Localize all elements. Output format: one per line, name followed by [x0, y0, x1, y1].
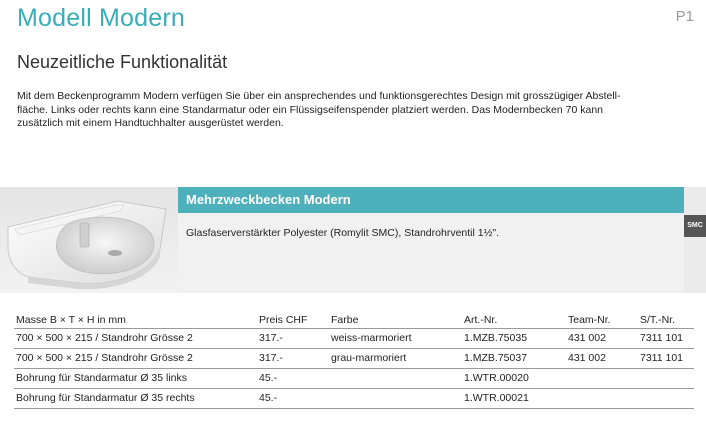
intro-line: Mit dem Beckenprogramm Modern verfügen Sie über ein ansprechendes und funktionsgerechtes Design mit grosszügiger Abstell- — [17, 90, 621, 102]
cell-farbe — [329, 368, 462, 388]
table-header-row — [14, 312, 694, 328]
page-subtitle: Neuzeitliche Funktionalität — [17, 52, 228, 72]
intro-text — [17, 90, 689, 131]
smc-badge: SMC — [684, 215, 706, 237]
spec-table — [14, 312, 694, 409]
cell-st-nr — [638, 368, 694, 388]
header-st-nr: S/T.-Nr. — [638, 312, 694, 328]
table-row — [14, 368, 694, 388]
cell-preis: 45.- — [257, 388, 329, 408]
cell-team-nr: 431 002 — [566, 348, 638, 368]
header-art-nr: Art.-Nr. — [462, 312, 566, 328]
washbasin-illustration — [0, 187, 178, 293]
table-row — [14, 328, 694, 348]
cell-masse: 700 × 500 × 215 / Standrohr Grösse 2 — [14, 348, 257, 368]
cell-farbe: weiss-marmoriert — [329, 328, 462, 348]
intro-line: fläche. Links oder rechts kann eine Standarmatur oder ein Flüssigseifenspender platziert werden. Das Modernbecken 70 kann — [17, 103, 604, 116]
cell-art-nr: 1.WTR.00021 — [462, 388, 566, 408]
cell-preis: 317.- — [257, 328, 329, 348]
cell-art-nr: 1.WTR.00020 — [462, 368, 566, 388]
cell-preis: 45.- — [257, 368, 329, 388]
cell-masse: 700 × 500 × 215 / Standrohr Grösse 2 — [14, 328, 257, 348]
page-title: Modell Modern — [17, 4, 185, 32]
product-name: Mehrzweckbecken Modern — [178, 187, 684, 213]
header-farbe: Farbe — [329, 312, 462, 328]
product-description: Glasfaserverstärkter Polyester (Romylit SMC), Standrohrventil 1½". — [186, 227, 499, 239]
table-row — [14, 348, 694, 368]
cell-st-nr: 7311 101 — [638, 328, 694, 348]
product-image — [0, 187, 178, 293]
page-number: P1 — [675, 8, 694, 25]
cell-st-nr: 7311 101 — [638, 348, 694, 368]
cell-art-nr: 1.MZB.75035 — [462, 328, 566, 348]
cell-art-nr: 1.MZB.75037 — [462, 348, 566, 368]
product-info — [178, 187, 684, 293]
cell-team-nr — [566, 388, 638, 408]
cell-st-nr — [638, 388, 694, 408]
cell-team-nr — [566, 368, 638, 388]
cell-farbe: grau-marmoriert — [329, 348, 462, 368]
product-band — [0, 187, 706, 293]
cell-team-nr: 431 002 — [566, 328, 638, 348]
cell-preis: 317.- — [257, 348, 329, 368]
header-preis: Preis CHF — [257, 312, 329, 328]
cell-masse: Bohrung für Standarmatur Ø 35 rechts — [14, 388, 257, 408]
cell-masse: Bohrung für Standarmatur Ø 35 links — [14, 368, 257, 388]
header-masse: Masse B × T × H in mm — [14, 312, 257, 328]
header-team-nr: Team-Nr. — [566, 312, 638, 328]
table-row — [14, 388, 694, 408]
intro-line: zusätzlich mit einem Handtuchhalter ausgerüstet werden. — [17, 117, 284, 129]
cell-farbe — [329, 388, 462, 408]
